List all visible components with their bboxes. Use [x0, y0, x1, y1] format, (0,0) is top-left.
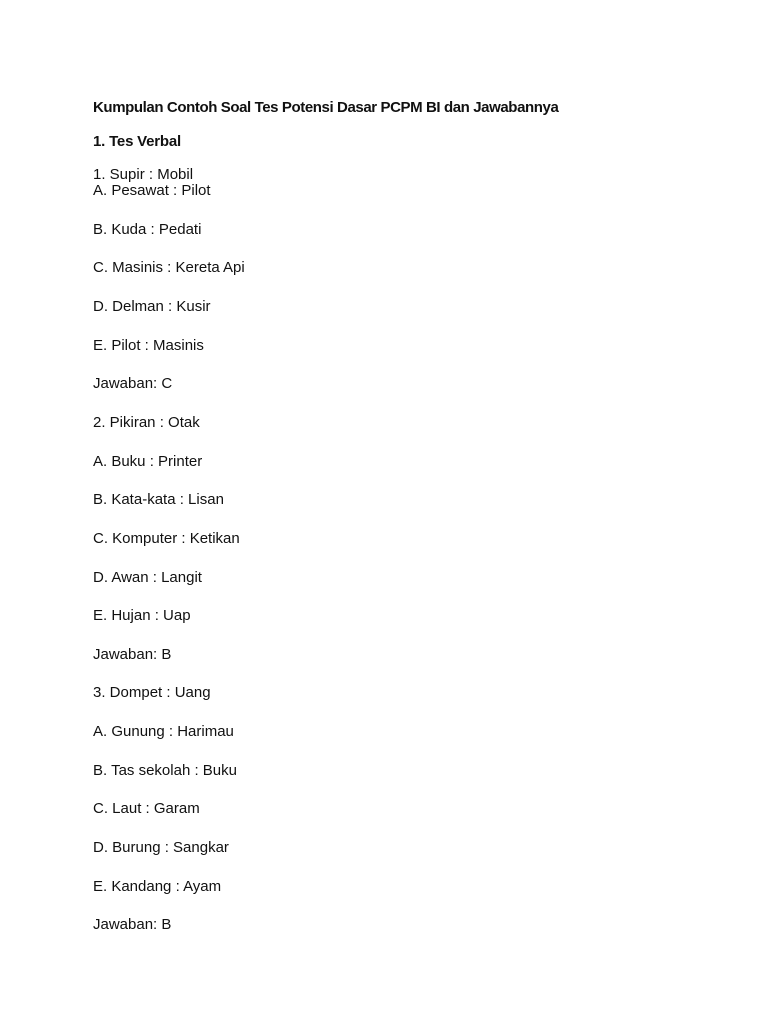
answer-key: Jawaban: C: [93, 375, 173, 392]
answer-key: Jawaban: B: [93, 916, 172, 933]
answer-option: E. Pilot : Masinis: [93, 337, 204, 354]
question-prompt: 2. Pikiran : Otak: [93, 414, 200, 431]
answer-option: B. Kuda : Pedati: [93, 221, 202, 238]
answer-option: B. Kata-kata : Lisan: [93, 491, 224, 508]
answer-option: E. Kandang : Ayam: [93, 878, 222, 895]
section-heading: 1. Tes Verbal: [93, 133, 182, 150]
answer-option: A. Gunung : Harimau: [93, 723, 234, 740]
answer-option: D. Delman : Kusir: [93, 298, 211, 315]
answer-option: A. Buku : Printer: [93, 453, 203, 470]
answer-option: C. Masinis : Kereta Api: [93, 259, 245, 276]
document-title: Kumpulan Contoh Soal Tes Potensi Dasar PCPM BI dan Jawabannya: [93, 99, 559, 116]
question-prompt: 1. Supir : Mobil: [93, 166, 194, 183]
answer-option: C. Komputer : Ketikan: [93, 530, 240, 547]
answer-option: D. Awan : Langit: [93, 569, 202, 586]
answer-option: E. Hujan : Uap: [93, 607, 191, 624]
answer-option: A. Pesawat : Pilot: [93, 182, 211, 199]
answer-option: C. Laut : Garam: [93, 800, 200, 817]
answer-option: D. Burung : Sangkar: [93, 839, 229, 856]
answer-key: Jawaban: B: [93, 646, 172, 663]
question-prompt: 3. Dompet : Uang: [93, 684, 211, 701]
answer-option: B. Tas sekolah : Buku: [93, 762, 237, 779]
